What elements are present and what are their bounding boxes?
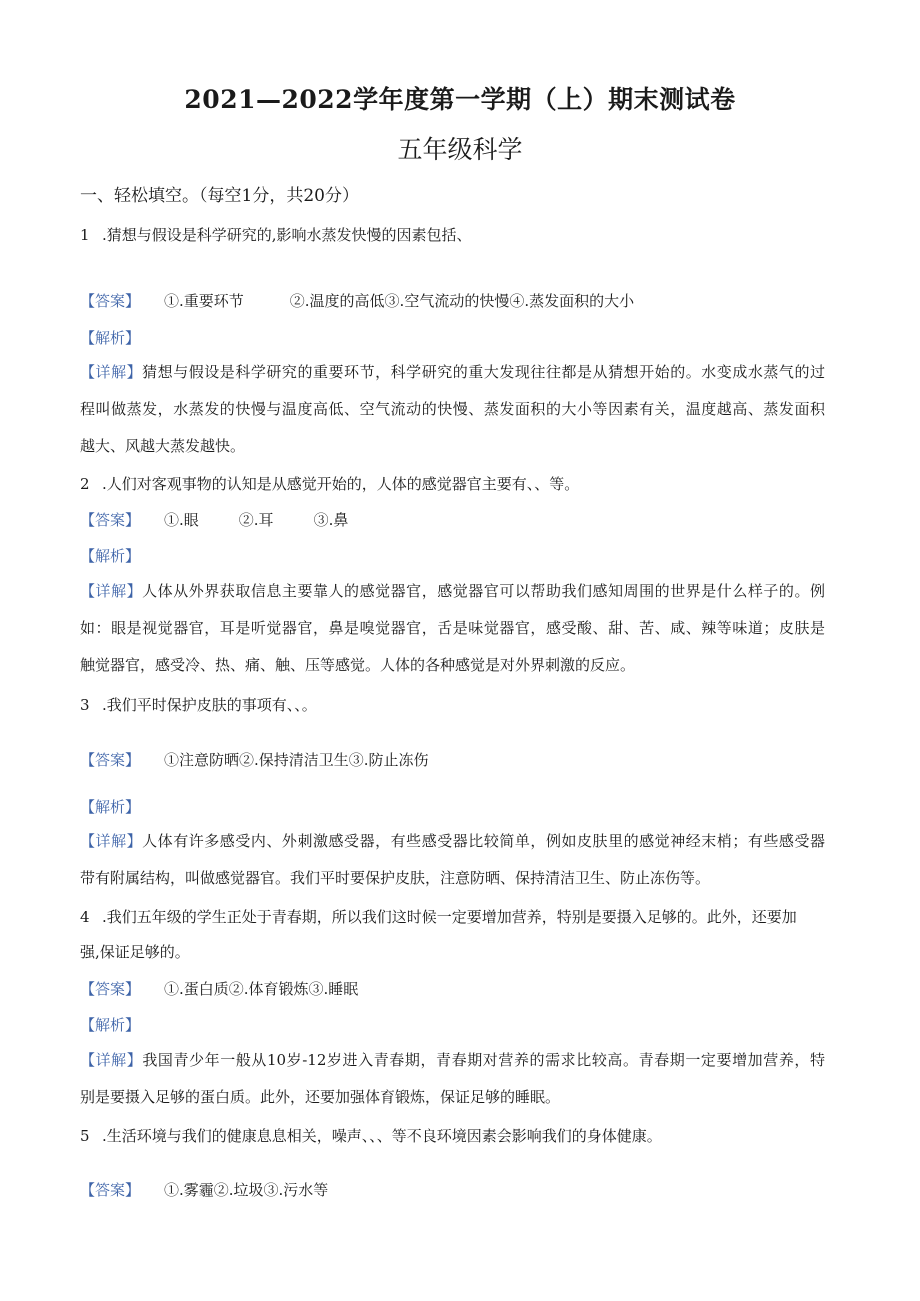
- section-heading: 一、轻松填空。（每空1分，共20分）: [80, 186, 359, 206]
- question-3: [80, 694, 317, 715]
- answer-3: [80, 749, 429, 770]
- page-title: 2021—2022学年度第一学期（上）期末测试卷: [184, 85, 736, 114]
- detail-line: 别是要摄入足够的蛋白质。此外，还要加强体育锻炼，保证足够的睡眠。: [80, 1088, 561, 1106]
- answer-item: ①.雾霾②.垃圾③.污水等: [164, 1181, 329, 1199]
- analysis-tag: 【解析】: [80, 798, 141, 816]
- analysis-tag: 【解析】: [80, 329, 141, 347]
- question-4: [80, 906, 797, 927]
- detail-line: 猜想与假设是科学研究的重要环节，科学研究的重大发现往往都是从猜想开始的。水变成水蒸气的过: [142, 363, 825, 381]
- question-number: 3: [80, 696, 90, 714]
- answer-5: [80, 1179, 328, 1200]
- analysis-3: [80, 796, 164, 817]
- detail-1: [80, 354, 825, 465]
- detail-line: 越大、风越大蒸发越快。: [80, 437, 246, 455]
- analysis-4: [80, 1014, 164, 1035]
- question-number: 1: [80, 226, 90, 244]
- detail-2: [80, 573, 825, 684]
- detail-3: [80, 823, 825, 897]
- detail-line: 我国青少年一般从10岁-12岁进入青春期，青春期对营养的需求比较高。青春期一定要增加营养，特: [142, 1051, 825, 1069]
- detail-line: 人体有许多感受内、外刺激感受器，有些感受器比较简单，例如皮肤里的感觉神经末梢；有些感受器: [142, 832, 825, 850]
- question-5: [80, 1125, 662, 1146]
- question-text: .人们对客观事物的认知是从感觉开始的，人体的感觉器官主要有、、等。: [102, 475, 580, 493]
- answer-tag: 【答案】: [80, 751, 141, 769]
- question-number: 5: [80, 1127, 90, 1145]
- question-number: 4: [80, 908, 90, 926]
- analysis-2: [80, 545, 164, 566]
- detail-line: 程叫做蒸发，水蒸发的快慢与温度高低、空气流动的快慢、蒸发面积的大小等因素有关，温度越高、蒸发面积: [80, 400, 825, 418]
- analysis-tag: 【解析】: [80, 1016, 141, 1034]
- answer-tag: 【答案】: [80, 292, 141, 310]
- answer-item: ①.眼: [164, 511, 199, 529]
- detail-tag: 【详解】: [80, 1051, 143, 1069]
- analysis-1: [80, 327, 164, 348]
- page-subtitle: 五年级科学: [397, 135, 523, 164]
- question-number: 2: [80, 475, 90, 493]
- answer-tag: 【答案】: [80, 511, 141, 529]
- detail-line: 人体从外界获取信息主要靠人的感觉器官，感觉器官可以帮助我们感知周围的世界是什么样子的。例: [142, 582, 825, 600]
- detail-line: 如：眼是视觉器官，耳是听觉器官，鼻是嗅觉器官，舌是味觉器官，感受酸、甜、苦、咸、辣等味道；皮肤是: [80, 619, 825, 637]
- detail-line: 触觉器官，感受冷、热、痛、触、压等感觉。人体的各种感觉是对外界刺激的反应。: [80, 656, 636, 674]
- detail-tag: 【详解】: [80, 363, 143, 381]
- answer-item: ②.耳: [238, 511, 274, 529]
- detail-4: [80, 1042, 825, 1116]
- answer-item: ①.重要环节: [164, 292, 244, 310]
- question-1: [80, 224, 472, 245]
- question-text: .生活环境与我们的健康息息相关，噪声、、、等不良环境因素会影响我们的身体健康。: [102, 1127, 662, 1145]
- question-2: [80, 473, 579, 494]
- answer-item: ①注意防晒②.保持清洁卫生③.防止冻伤: [164, 751, 429, 769]
- answer-tag: 【答案】: [80, 980, 141, 998]
- answer-4: [80, 978, 358, 999]
- detail-line: 带有附属结构，叫做感觉器官。我们平时要保护皮肤，注意防晒、保持清洁卫生、防止冻伤等。: [80, 869, 711, 887]
- answer-tag: 【答案】: [80, 1181, 141, 1199]
- question-text: .我们五年级的学生正处于青春期，所以我们这时候一定要增加营养，特别是要摄入足够的。此外，还要加: [102, 908, 797, 926]
- analysis-tag: 【解析】: [80, 547, 141, 565]
- question-4-continued: 强,保证足够的。: [80, 943, 190, 961]
- answer-1: [80, 290, 634, 311]
- answer-item: ②.温度的高低③.空气流动的快慢④.蒸发面积的大小: [289, 292, 635, 310]
- question-text: .我们平时保护皮肤的事项有、、。: [102, 696, 317, 714]
- detail-tag: 【详解】: [80, 832, 143, 850]
- detail-tag: 【详解】: [80, 582, 143, 600]
- answer-item: ①.蛋白质②.体育锻炼③.睡眠: [164, 980, 359, 998]
- answer-2: [80, 509, 348, 530]
- question-text: .猜想与假设是科学研究的,影响水蒸发快慢的因素包括、: [102, 226, 472, 244]
- answer-item: ③.鼻: [313, 511, 349, 529]
